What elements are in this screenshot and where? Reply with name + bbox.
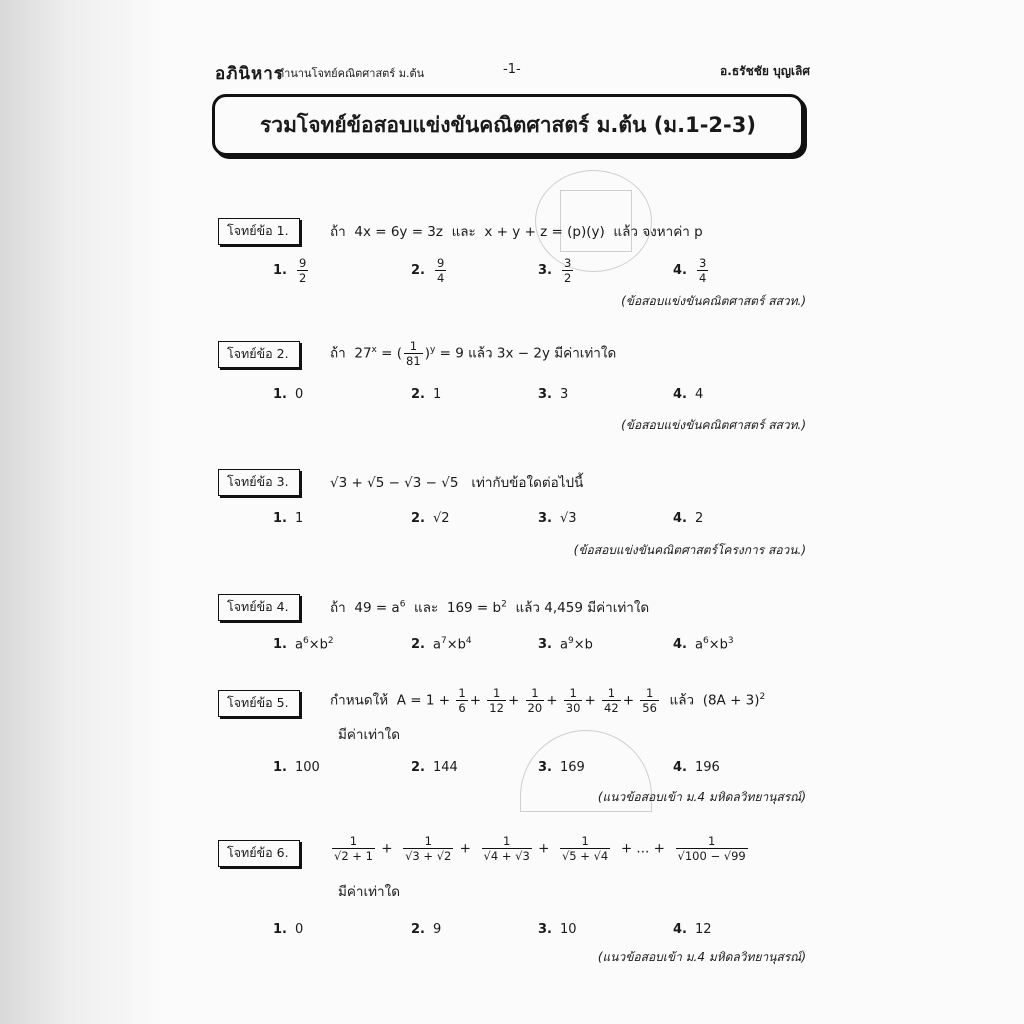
math-text: 7 [440, 636, 447, 646]
header-brand: อภินิหาร [215, 64, 284, 84]
math-text: 56 [642, 701, 657, 715]
math-text: 4 [698, 271, 707, 285]
math-text: 9 [436, 256, 445, 270]
math-text: ×b [446, 637, 466, 653]
choice-3 [538, 256, 575, 285]
choice-1 [273, 760, 320, 775]
header-author: อ.ธรัชชัย บุญเลิศ [720, 64, 810, 78]
math-text: 49 = a [354, 600, 400, 616]
math-text: 1. [273, 637, 287, 653]
math-text: √100 − √99 [677, 849, 746, 863]
problem-label: โจทย์ข้อ 4. [218, 594, 300, 621]
math-text: และ [414, 600, 439, 616]
math-text: 30 [565, 701, 581, 715]
math-text: 100 [294, 760, 320, 775]
math-text: 2. [411, 263, 425, 278]
problem-source: (แนวข้อสอบเข้า ม.4 มหิดลวิทยานุสรณ์) [597, 790, 806, 804]
math-text: 6 [458, 701, 466, 715]
math-text: ถ้า [330, 600, 346, 616]
math-text: 4 [436, 271, 445, 285]
math-text: 2 [298, 271, 307, 285]
math-text: ×b [708, 637, 728, 653]
math-text: 1. [273, 511, 287, 526]
choice-2 [411, 922, 441, 937]
problem-source: (แนวข้อสอบเข้า ม.4 มหิดลวิทยานุสรณ์) [597, 950, 806, 964]
choice-4 [673, 760, 720, 775]
choice-4 [673, 636, 734, 652]
math-text: a [694, 637, 703, 653]
math-text: = 9 แล้ว 3x − 2y มีค่าเท่าใด [439, 345, 617, 362]
problem-label: โจทย์ข้อ 5. [218, 690, 300, 717]
page-binding-shadow [0, 0, 165, 1024]
problem-label: โจทย์ข้อ 1. [218, 218, 300, 245]
math-text: 10 [559, 922, 577, 937]
question-equation: x + y + z = (p)(y) [484, 224, 605, 240]
problem-source: (ข้อสอบแข่งขันคณิตศาสตร์ สสวท.) [621, 418, 806, 432]
math-text: ×b [308, 637, 328, 653]
problem-label: โจทย์ข้อ 3. [218, 469, 300, 496]
math-text: 1 [676, 834, 748, 849]
math-text: A = 1 + [396, 692, 451, 709]
math-text: 0 [294, 387, 304, 402]
math-text: 20 [527, 701, 543, 715]
problem-label: โจทย์ข้อ 6. [218, 840, 300, 867]
math-text: ×b [573, 637, 593, 653]
problem-question [330, 220, 703, 242]
math-text: = [381, 345, 393, 362]
math-text: 2 [694, 511, 704, 526]
math-text: แล้ว 4,459 มีค่าเท่าใด [515, 600, 650, 616]
math-text: 1 [602, 686, 621, 701]
math-text: 196 [694, 760, 720, 775]
question-text: ถ้า [330, 224, 346, 240]
math-text: 2 [327, 636, 334, 646]
math-text: 9 [432, 922, 442, 937]
math-text: 3 [727, 636, 734, 646]
math-text: 4. [673, 760, 687, 775]
math-text: 12 [489, 701, 504, 715]
math-text: 1 [403, 834, 453, 849]
math-text: 4. [673, 263, 687, 278]
choice-1 [273, 636, 334, 652]
math-text: 1. [273, 922, 287, 937]
problem-question-line2: มีค่าเท่าใด [338, 884, 400, 900]
math-text: + ... + [620, 840, 665, 857]
problem-question-line2: มีค่าเท่าใด [338, 727, 400, 743]
math-text: 81 [406, 354, 421, 368]
problem-question: $\frac{1}{√2 + 1}$ + $\frac{1}{√3 + √2}$ + $\frac{1}{√4 + √3}$ + $\frac{1}{√5 + √4}$ + ... + $\frac{1}{√100 - √99}$ [334, 834, 746, 863]
math-text: 1 [458, 686, 466, 700]
math-text: 2. [411, 637, 425, 653]
math-text: 0 [294, 922, 304, 937]
choice-1 [273, 387, 303, 402]
header-page-number: -1- [503, 62, 521, 77]
math-text: 1. [273, 760, 287, 775]
math-text: 6 [302, 636, 309, 646]
choice-4 [673, 511, 703, 526]
math-text: y [429, 345, 436, 355]
choice-4 [673, 387, 703, 402]
choice-2 [411, 760, 458, 775]
math-text: 4 [694, 387, 704, 402]
math-text: a [294, 637, 303, 653]
question-equation: 4x = 6y = 3z [354, 224, 443, 240]
math-text: 4. [673, 387, 687, 402]
math-text: 9 [567, 636, 574, 646]
problem-source: (ข้อสอบแข่งขันคณิตศาสตร์ สสวท.) [621, 294, 806, 308]
choice-3 [538, 387, 568, 402]
math-text: 1. [273, 263, 287, 278]
page-title: รวมโจทย์ข้อสอบแข่งขันคณิตศาสตร์ ม.ต้น (ม.1-2-3) [260, 112, 756, 137]
math-text: 1 [404, 339, 423, 354]
math-text: 1 [487, 686, 506, 701]
math-text: 2. [411, 922, 425, 937]
problem-question [330, 596, 649, 618]
choice-1 [273, 511, 303, 526]
math-text: 4. [673, 511, 687, 526]
choice-2 [411, 636, 472, 652]
math-text: 1 [526, 686, 545, 701]
choice-3 [538, 922, 577, 937]
math-text: 3. [538, 511, 552, 526]
math-text: 6 [702, 636, 709, 646]
choice-4 [673, 256, 710, 285]
title-box [212, 94, 804, 156]
math-text: 1 [432, 387, 442, 402]
math-text: 3. [538, 760, 552, 775]
header-subtitle: ตำนานโจทย์คณิตศาสตร์ ม.ต้น [277, 67, 425, 80]
math-text: 9 [298, 256, 307, 270]
math-text: 6 [399, 599, 406, 610]
math-text: x [371, 345, 377, 355]
choice-3 [538, 636, 593, 652]
choice-2 [411, 511, 450, 526]
math-text: 3. [538, 922, 552, 937]
question-text: และ [451, 224, 476, 240]
choice-3 [538, 511, 577, 526]
math-text: 4. [673, 922, 687, 937]
math-text: √3 [559, 511, 577, 526]
math-text: กำหนดให้ [330, 692, 389, 709]
math-text: 3. [538, 387, 552, 402]
choice-3 [538, 760, 585, 775]
problem-question [330, 471, 583, 493]
choice-2 [411, 256, 448, 285]
math-text: 1 [640, 686, 659, 701]
choice-1 [273, 256, 310, 285]
math-text: 144 [432, 760, 458, 775]
math-text: ถ้า [330, 345, 346, 362]
math-text: 2. [411, 760, 425, 775]
math-text: √3 + √5 − √3 − √5 [330, 475, 459, 491]
math-text: √3 + √2 [405, 849, 452, 863]
math-text: 1 [294, 511, 304, 526]
math-text: a [432, 637, 441, 653]
math-text: 42 [604, 701, 619, 715]
math-text: √5 + √4 [561, 849, 609, 863]
math-text: 2. [411, 387, 425, 402]
math-text: 169 [559, 760, 585, 775]
math-text: √2 + 1 [334, 849, 373, 863]
problem-question: กำหนดให้ A = 1 + $\frac{1}{6}$ + $\frac{1}{12}$ + $\frac{1}{20}$ + $\frac{1}{30}$ + $\frac{1}{42}$ + $\frac{1}{56}$ แล้ว $(8A + 3)^2$ [330, 686, 766, 715]
math-text: 169 = b [446, 600, 502, 616]
math-text: 3 [698, 256, 707, 270]
problem-label: โจทย์ข้อ 2. [218, 341, 300, 368]
math-text: 4 [465, 636, 472, 646]
page-header [215, 60, 810, 82]
math-text: 3. [538, 637, 552, 653]
math-text: a [559, 637, 568, 653]
math-text: 27 [354, 345, 372, 362]
choice-1 [273, 922, 303, 937]
math-text: 1 [564, 686, 583, 701]
math-text: 3. [538, 263, 552, 278]
math-text: 1 [332, 834, 375, 849]
math-text: เท่ากับข้อใดต่อไปนี้ [471, 475, 584, 491]
math-text: 2 [759, 692, 766, 702]
problem-question: ถ้า 27$^x$ = ( $\frac{1}{81}$ )$^y$ = 9 แล้ว 3x − 2y มีค่าเท่าใด [330, 339, 617, 368]
math-text: 12 [694, 922, 712, 937]
math-text: 4. [673, 637, 687, 653]
math-text: (8A + 3) [702, 692, 760, 709]
math-text: 2 [563, 271, 572, 285]
math-text: 2 [501, 599, 507, 610]
choice-4 [673, 922, 712, 937]
math-text: แล้ว [669, 692, 695, 709]
math-text: 1 [482, 834, 532, 849]
math-text: √4 + √3 [483, 849, 530, 863]
math-text: 3 [563, 256, 572, 270]
math-text: 3 [559, 387, 569, 402]
math-text: 1. [273, 387, 287, 402]
problem-source: (ข้อสอบแข่งขันคณิตศาสตร์โครงการ สอวน.) [573, 543, 806, 557]
math-text: √2 [432, 511, 450, 526]
math-text: 2. [411, 511, 425, 526]
math-text: 1 [560, 834, 610, 849]
choice-2 [411, 387, 441, 402]
question-text: แล้ว จงหาค่า p [613, 224, 703, 240]
